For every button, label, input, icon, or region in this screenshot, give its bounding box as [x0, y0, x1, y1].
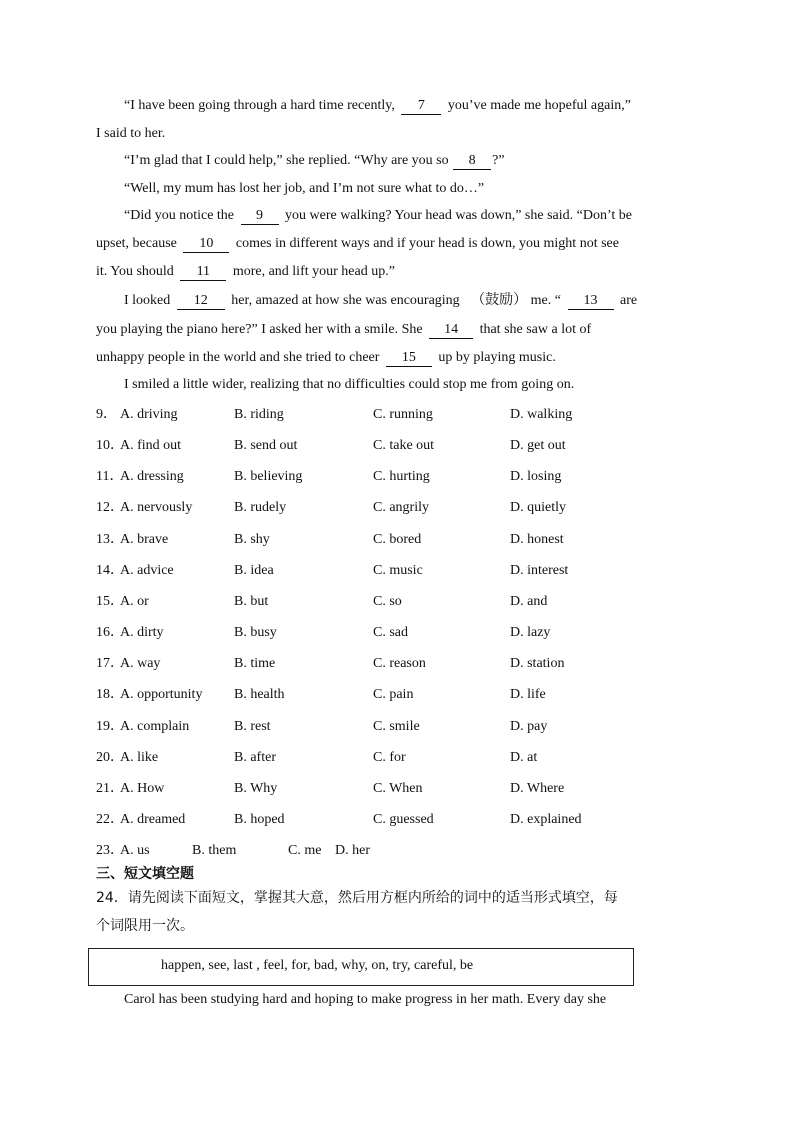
blank-14: 14 — [429, 322, 473, 339]
passage-line: upset, because 10 comes in different ways and if your head is down, you might not see — [96, 236, 619, 251]
question-number: 13． — [96, 532, 124, 547]
option-a[interactable]: A. advice — [120, 563, 174, 578]
option-d[interactable]: D. life — [510, 687, 546, 702]
question-row — [96, 436, 696, 456]
option-a[interactable]: A. brave — [120, 532, 169, 547]
question-row — [96, 654, 696, 674]
option-c[interactable]: C. running — [373, 407, 433, 422]
blank-8: 8 — [453, 153, 491, 170]
question-row — [96, 779, 696, 799]
option-b[interactable]: B. but — [234, 594, 269, 609]
option-a[interactable]: A. find out — [120, 438, 182, 453]
option-b[interactable]: B. idea — [234, 563, 274, 578]
option-b[interactable]: B. hoped — [234, 812, 285, 827]
passage-line: I smiled a little wider, realizing that no difficulties could stop me from going on. — [124, 377, 575, 392]
option-d[interactable]: D. at — [510, 750, 538, 765]
question-number: 10． — [96, 438, 124, 453]
question-number: 9． — [96, 407, 117, 422]
blank-12: 12 — [177, 293, 225, 310]
option-d[interactable]: D. get out — [510, 438, 566, 453]
option-b[interactable]: B. after — [234, 750, 276, 765]
passage2-first-line: Carol has been studying hard and hoping to make progress in her math. Every day she — [124, 992, 607, 1007]
passage-line: “Did you notice the 9 you were walking? Your head was down,” she said. “Don’t be — [124, 208, 632, 223]
option-c[interactable]: C. angrily — [373, 500, 429, 515]
passage-line: I looked 12 her, amazed at how she was encouraging （鼓励） me. “ 13 are — [124, 292, 638, 308]
option-a[interactable]: A. dressing — [120, 469, 184, 484]
option-c[interactable]: C. so — [373, 594, 402, 609]
option-d[interactable]: D. lazy — [510, 625, 551, 640]
question-number: 15． — [96, 594, 124, 609]
question-row — [96, 810, 696, 830]
question-row — [96, 841, 696, 861]
passage-line: “Well, my mum has lost her job, and I’m not sure what to do…” — [124, 181, 485, 196]
passage-line: “I’m glad that I could help,” she replied. “Why are you so 8 ?” — [124, 153, 505, 168]
passage-line: unhappy people in the world and she tried to cheer 15 up by playing music. — [96, 350, 556, 365]
blank-15: 15 — [386, 350, 432, 367]
question-row — [96, 748, 696, 768]
option-a[interactable]: A. or — [120, 594, 149, 609]
instructions: 24．请先阅读下面短文，掌握其大意，然后用方框内所给的词中的适当形式填空，每 — [96, 890, 618, 906]
option-d[interactable]: D. station — [510, 656, 565, 671]
option-c[interactable]: C. me — [288, 843, 322, 858]
option-c[interactable]: C. When — [373, 781, 423, 796]
question-row — [96, 498, 696, 518]
option-c[interactable]: C. for — [373, 750, 406, 765]
question-number: 12． — [96, 500, 124, 515]
option-c[interactable]: C. reason — [373, 656, 426, 671]
question-number: 18． — [96, 687, 124, 702]
option-b[interactable]: B. Why — [234, 781, 278, 796]
option-d[interactable]: D. and — [510, 594, 548, 609]
option-c[interactable]: C. hurting — [373, 469, 430, 484]
option-a[interactable]: A. opportunity — [120, 687, 203, 702]
question-number: 19． — [96, 719, 124, 734]
option-d[interactable]: D. walking — [510, 407, 573, 422]
option-b[interactable]: B. believing — [234, 469, 303, 484]
option-b[interactable]: B. riding — [234, 407, 284, 422]
question-number: 22． — [96, 812, 124, 827]
question-row — [96, 685, 696, 705]
question-row — [96, 592, 696, 612]
blank-7: 7 — [401, 98, 441, 115]
option-a[interactable]: A. complain — [120, 719, 190, 734]
option-b[interactable]: B. rudely — [234, 500, 287, 515]
section-heading: 三、短文填空题 — [96, 866, 194, 882]
word-bank — [88, 948, 634, 986]
question-number: 17． — [96, 656, 124, 671]
word-bank-words: happen, see, last , feel, for, bad, why, on, try, careful, be — [161, 958, 474, 973]
question-row — [96, 405, 696, 425]
option-b[interactable]: B. send out — [234, 438, 298, 453]
option-a[interactable]: A. like — [120, 750, 159, 765]
question-number: 20． — [96, 750, 124, 765]
blank-10: 10 — [183, 236, 229, 253]
question-number: 14． — [96, 563, 124, 578]
instructions-cont: 个词限用一次。 — [96, 918, 194, 934]
option-b[interactable]: B. rest — [234, 719, 271, 734]
option-d[interactable]: D. her — [335, 843, 370, 858]
option-a[interactable]: A. dreamed — [120, 812, 186, 827]
option-c[interactable]: C. take out — [373, 438, 435, 453]
option-d[interactable]: D. quietly — [510, 500, 566, 515]
option-d[interactable]: D. losing — [510, 469, 562, 484]
blank-13: 13 — [568, 293, 614, 310]
option-d[interactable]: D. Where — [510, 781, 565, 796]
option-b[interactable]: B. busy — [234, 625, 277, 640]
passage-line: you playing the piano here?” I asked her with a smile. She 14 that she saw a lot of — [96, 322, 592, 337]
option-c[interactable]: C. pain — [373, 687, 414, 702]
option-d[interactable]: D. interest — [510, 563, 569, 578]
option-c[interactable]: C. bored — [373, 532, 422, 547]
option-a[interactable]: A. dirty — [120, 625, 164, 640]
question-number: 11． — [96, 469, 124, 484]
question-number: 16． — [96, 625, 124, 640]
question-row — [96, 623, 696, 643]
option-c[interactable]: C. sad — [373, 625, 408, 640]
question-number: 23． — [96, 843, 124, 858]
passage-line: it. You should 11 more, and lift your head up.” — [96, 264, 395, 279]
option-c[interactable]: C. guessed — [373, 812, 434, 827]
question-row — [96, 561, 696, 581]
option-a[interactable]: A. us — [120, 843, 150, 858]
option-d[interactable]: D. explained — [510, 812, 582, 827]
question-number: 21． — [96, 781, 124, 796]
option-b[interactable]: B. shy — [234, 532, 270, 547]
option-a[interactable]: A. driving — [120, 407, 178, 422]
option-d[interactable]: D. honest — [510, 532, 564, 547]
option-a[interactable]: A. nervously — [120, 500, 193, 515]
passage-line: I said to her. — [96, 126, 166, 141]
blank-11: 11 — [180, 264, 226, 281]
question-row — [96, 530, 696, 550]
option-d[interactable]: D. pay — [510, 719, 548, 734]
option-c[interactable]: C. music — [373, 563, 423, 578]
question-row — [96, 717, 696, 737]
option-b[interactable]: B. time — [234, 656, 276, 671]
option-c[interactable]: C. smile — [373, 719, 420, 734]
question-row — [96, 467, 696, 487]
option-b[interactable]: B. them — [192, 843, 237, 858]
blank-9: 9 — [241, 208, 279, 225]
option-a[interactable]: A. How — [120, 781, 165, 796]
option-a[interactable]: A. way — [120, 656, 161, 671]
option-b[interactable]: B. health — [234, 687, 285, 702]
passage-line: “I have been going through a hard time recently, 7 you’ve made me hopeful again,” — [124, 98, 631, 113]
